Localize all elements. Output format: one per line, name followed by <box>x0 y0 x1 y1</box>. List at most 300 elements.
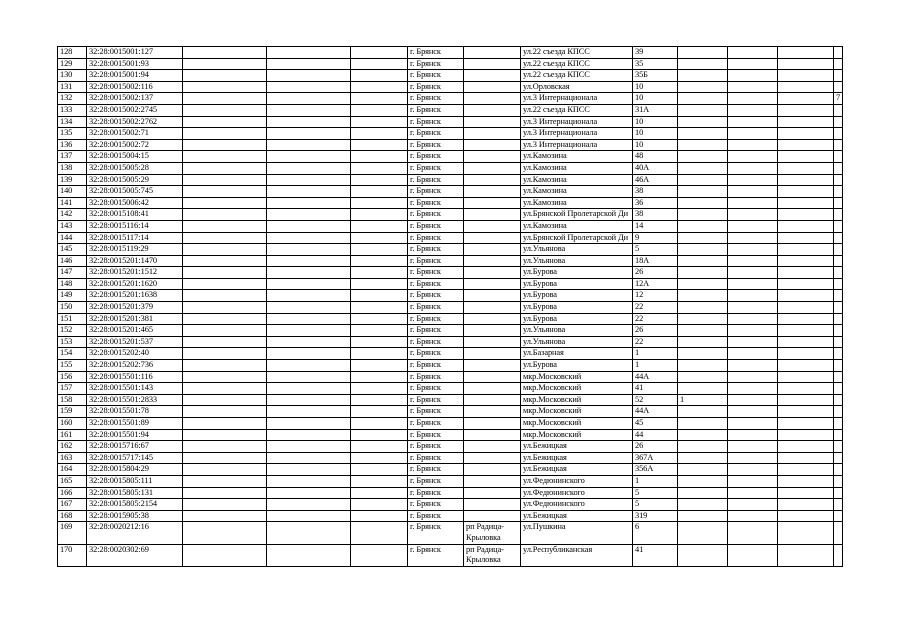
cadastral-number-cell: 32:28:0015501:78 <box>87 406 183 418</box>
extra-cell <box>728 464 778 476</box>
row-number-cell: 138 <box>58 162 87 174</box>
locality-cell <box>464 452 521 464</box>
locality-cell <box>464 151 521 163</box>
extra-cell <box>728 162 778 174</box>
row-number-cell: 134 <box>58 116 87 128</box>
house-number-cell: 367А <box>633 452 678 464</box>
locality-cell <box>464 58 521 70</box>
city-cell: г. Брянск <box>408 70 464 82</box>
street-cell: ул.Бурова <box>521 313 633 325</box>
extra-cell <box>678 348 728 360</box>
empty-cell <box>351 325 408 337</box>
extra-cell <box>778 232 834 244</box>
extra-cell <box>778 116 834 128</box>
house-number-cell: 39 <box>633 47 678 59</box>
table-row <box>58 418 843 430</box>
cadastral-number-cell: 32:28:0015501:2833 <box>87 394 183 406</box>
table-row <box>58 139 843 151</box>
extra-cell <box>778 510 834 522</box>
row-number-cell: 164 <box>58 464 87 476</box>
empty-cell <box>183 418 267 430</box>
extra-cell <box>834 186 843 198</box>
extra-cell <box>678 522 728 545</box>
house-number-cell: 40А <box>633 162 678 174</box>
cadastral-number-cell: 32:28:0015002:71 <box>87 128 183 140</box>
city-cell: г. Брянск <box>408 58 464 70</box>
city-cell: г. Брянск <box>408 464 464 476</box>
house-number-cell: 44А <box>633 371 678 383</box>
extra-cell <box>678 441 728 453</box>
locality-cell <box>464 104 521 116</box>
empty-cell <box>351 464 408 476</box>
empty-cell <box>267 244 351 256</box>
extra-cell <box>728 313 778 325</box>
empty-cell <box>351 278 408 290</box>
extra-cell <box>778 290 834 302</box>
empty-cell <box>351 220 408 232</box>
empty-cell <box>351 244 408 256</box>
street-cell: ул.3 Интернационала <box>521 128 633 140</box>
row-number-cell: 148 <box>58 278 87 290</box>
row-number-cell: 136 <box>58 139 87 151</box>
cadastral-number-cell: 32:28:0015201:1620 <box>87 278 183 290</box>
empty-cell <box>351 81 408 93</box>
empty-cell <box>351 406 408 418</box>
extra-cell <box>778 406 834 418</box>
extra-cell <box>678 162 728 174</box>
extra-cell <box>834 81 843 93</box>
extra-cell <box>778 139 834 151</box>
city-cell: г. Брянск <box>408 394 464 406</box>
locality-cell <box>464 348 521 360</box>
empty-cell <box>183 174 267 186</box>
empty-cell <box>351 255 408 267</box>
empty-cell <box>267 104 351 116</box>
street-cell: ул.Бурова <box>521 360 633 372</box>
extra-cell <box>834 139 843 151</box>
city-cell: г. Брянск <box>408 348 464 360</box>
table-row <box>58 383 843 395</box>
city-cell: г. Брянск <box>408 429 464 441</box>
locality-cell <box>464 360 521 372</box>
extra-cell <box>728 290 778 302</box>
extra-cell <box>678 487 728 499</box>
extra-cell <box>728 348 778 360</box>
row-number-cell: 170 <box>58 544 87 567</box>
cadastral-number-cell: 32:28:0015202:736 <box>87 360 183 372</box>
house-number-cell: 6 <box>633 522 678 545</box>
extra-cell <box>728 81 778 93</box>
empty-cell <box>183 220 267 232</box>
extra-cell <box>778 313 834 325</box>
extra-cell <box>834 128 843 140</box>
extra-cell <box>678 336 728 348</box>
extra-cell <box>834 174 843 186</box>
empty-cell <box>351 197 408 209</box>
table-row <box>58 220 843 232</box>
table-row <box>58 313 843 325</box>
extra-cell <box>778 544 834 567</box>
street-cell: ул.Бежицкая <box>521 452 633 464</box>
empty-cell <box>351 313 408 325</box>
extra-cell <box>778 70 834 82</box>
house-number-cell: 5 <box>633 499 678 511</box>
city-cell: г. Брянск <box>408 336 464 348</box>
house-number-cell: 44 <box>633 429 678 441</box>
cadastral-number-cell: 32:28:0015501:89 <box>87 418 183 430</box>
table-row <box>58 244 843 256</box>
empty-cell <box>351 429 408 441</box>
city-cell: г. Брянск <box>408 139 464 151</box>
empty-cell <box>351 209 408 221</box>
house-number-cell: 1 <box>633 475 678 487</box>
locality-cell <box>464 220 521 232</box>
extra-cell <box>778 174 834 186</box>
extra-cell <box>728 104 778 116</box>
city-cell: г. Брянск <box>408 313 464 325</box>
city-cell: г. Брянск <box>408 186 464 198</box>
city-cell: г. Брянск <box>408 475 464 487</box>
empty-cell <box>351 58 408 70</box>
empty-cell <box>183 510 267 522</box>
street-cell: ул.Бурова <box>521 278 633 290</box>
cadastral-number-cell: 32:28:0015002:137 <box>87 93 183 105</box>
extra-cell <box>678 232 728 244</box>
extra-cell <box>778 429 834 441</box>
empty-cell <box>267 290 351 302</box>
street-cell: ул.Орловская <box>521 81 633 93</box>
table-row <box>58 499 843 511</box>
cadastral-number-cell: 32:28:0020302:69 <box>87 544 183 567</box>
house-number-cell: 319 <box>633 510 678 522</box>
extra-cell <box>678 499 728 511</box>
table-row <box>58 151 843 163</box>
house-number-cell: 36 <box>633 197 678 209</box>
extra-cell <box>728 220 778 232</box>
row-number-cell: 150 <box>58 302 87 314</box>
extra-cell <box>778 220 834 232</box>
house-number-cell: 38 <box>633 186 678 198</box>
house-number-cell: 10 <box>633 139 678 151</box>
extra-cell <box>678 510 728 522</box>
extra-cell <box>728 255 778 267</box>
extra-cell <box>834 255 843 267</box>
extra-cell <box>678 371 728 383</box>
extra-cell: 1 <box>678 394 728 406</box>
extra-cell <box>678 244 728 256</box>
extra-cell <box>728 209 778 221</box>
house-number-cell: 14 <box>633 220 678 232</box>
extra-cell <box>678 47 728 59</box>
city-cell: г. Брянск <box>408 47 464 59</box>
street-cell: мкр.Московский <box>521 394 633 406</box>
city-cell: г. Брянск <box>408 151 464 163</box>
street-cell: ул.Федюнинского <box>521 499 633 511</box>
row-number-cell: 168 <box>58 510 87 522</box>
empty-cell <box>351 394 408 406</box>
extra-cell <box>778 47 834 59</box>
extra-cell <box>778 151 834 163</box>
empty-cell <box>351 522 408 545</box>
empty-cell <box>267 151 351 163</box>
cadastral-number-cell: 32:28:0015002:2745 <box>87 104 183 116</box>
empty-cell <box>183 81 267 93</box>
empty-cell <box>267 232 351 244</box>
city-cell: г. Брянск <box>408 267 464 279</box>
extra-cell <box>678 429 728 441</box>
cadastral-number-cell: 32:28:0015006:42 <box>87 197 183 209</box>
extra-cell <box>778 197 834 209</box>
table-row <box>58 348 843 360</box>
empty-cell <box>267 475 351 487</box>
row-number-cell: 142 <box>58 209 87 221</box>
empty-cell <box>267 418 351 430</box>
table-row <box>58 267 843 279</box>
locality-cell <box>464 464 521 476</box>
locality-cell <box>464 255 521 267</box>
locality-cell <box>464 499 521 511</box>
empty-cell <box>267 47 351 59</box>
extra-cell <box>778 348 834 360</box>
city-cell: г. Брянск <box>408 220 464 232</box>
empty-cell <box>183 464 267 476</box>
extra-cell <box>778 336 834 348</box>
extra-cell <box>728 452 778 464</box>
extra-cell <box>778 487 834 499</box>
empty-cell <box>351 487 408 499</box>
empty-cell <box>267 116 351 128</box>
extra-cell <box>834 232 843 244</box>
extra-cell <box>834 220 843 232</box>
extra-cell <box>834 267 843 279</box>
extra-cell <box>678 151 728 163</box>
city-cell: г. Брянск <box>408 441 464 453</box>
empty-cell <box>183 429 267 441</box>
row-number-cell: 145 <box>58 244 87 256</box>
street-cell: ул.Базарная <box>521 348 633 360</box>
street-cell: ул.Бежицкая <box>521 464 633 476</box>
city-cell: г. Брянск <box>408 162 464 174</box>
house-number-cell: 41 <box>633 544 678 567</box>
extra-cell <box>728 360 778 372</box>
empty-cell <box>183 325 267 337</box>
cadastral-number-cell: 32:28:0015001:94 <box>87 70 183 82</box>
extra-cell <box>778 464 834 476</box>
extra-cell <box>678 116 728 128</box>
extra-cell <box>728 70 778 82</box>
empty-cell <box>183 290 267 302</box>
extra-cell <box>778 104 834 116</box>
house-number-cell: 31А <box>633 104 678 116</box>
extra-cell <box>834 544 843 567</box>
table-row <box>58 197 843 209</box>
house-number-cell: 26 <box>633 441 678 453</box>
cadastral-number-cell: 32:28:0015119:29 <box>87 244 183 256</box>
empty-cell <box>267 162 351 174</box>
extra-cell <box>778 452 834 464</box>
empty-cell <box>267 371 351 383</box>
empty-cell <box>351 510 408 522</box>
city-cell: г. Брянск <box>408 244 464 256</box>
street-cell: ул.Бежицкая <box>521 441 633 453</box>
city-cell: г. Брянск <box>408 418 464 430</box>
cadastral-number-cell: 32:28:0015201:381 <box>87 313 183 325</box>
empty-cell <box>351 544 408 567</box>
cadastral-number-cell: 32:28:0015804:29 <box>87 464 183 476</box>
empty-cell <box>183 244 267 256</box>
empty-cell <box>183 452 267 464</box>
cadastral-number-cell: 32:28:0015002:72 <box>87 139 183 151</box>
city-cell: г. Брянск <box>408 255 464 267</box>
house-number-cell: 10 <box>633 81 678 93</box>
empty-cell <box>267 93 351 105</box>
city-cell: г. Брянск <box>408 406 464 418</box>
extra-cell <box>778 244 834 256</box>
empty-cell <box>267 336 351 348</box>
extra-cell <box>728 174 778 186</box>
empty-cell <box>267 499 351 511</box>
extra-cell <box>678 93 728 105</box>
empty-cell <box>183 499 267 511</box>
empty-cell <box>267 186 351 198</box>
house-number-cell: 26 <box>633 267 678 279</box>
table-row <box>58 522 843 545</box>
cadastral-number-cell: 32:28:0015716:67 <box>87 441 183 453</box>
table-row <box>58 174 843 186</box>
extra-cell <box>834 47 843 59</box>
row-number-cell: 157 <box>58 383 87 395</box>
extra-cell <box>778 209 834 221</box>
locality-cell <box>464 441 521 453</box>
house-number-cell: 5 <box>633 487 678 499</box>
street-cell: ул.Федюнинского <box>521 487 633 499</box>
empty-cell <box>351 475 408 487</box>
city-cell: г. Брянск <box>408 104 464 116</box>
locality-cell <box>464 325 521 337</box>
extra-cell <box>728 406 778 418</box>
extra-cell <box>834 383 843 395</box>
row-number-cell: 143 <box>58 220 87 232</box>
extra-cell <box>834 290 843 302</box>
cadastral-number-cell: 32:28:0015108:41 <box>87 209 183 221</box>
cadastral-number-cell: 32:28:0015717:145 <box>87 452 183 464</box>
street-cell: ул.3 Интернационала <box>521 93 633 105</box>
street-cell: ул.Камозина <box>521 151 633 163</box>
extra-cell <box>678 360 728 372</box>
house-number-cell: 18А <box>633 255 678 267</box>
empty-cell <box>267 544 351 567</box>
locality-cell <box>464 186 521 198</box>
extra-cell <box>678 139 728 151</box>
table-row <box>58 302 843 314</box>
extra-cell <box>728 58 778 70</box>
row-number-cell: 163 <box>58 452 87 464</box>
locality-cell <box>464 70 521 82</box>
house-number-cell: 10 <box>633 116 678 128</box>
row-number-cell: 165 <box>58 475 87 487</box>
extra-cell <box>834 371 843 383</box>
street-cell: ул.3 Интернационала <box>521 116 633 128</box>
extra-cell <box>728 336 778 348</box>
empty-cell <box>183 139 267 151</box>
city-cell: г. Брянск <box>408 81 464 93</box>
cadastral-number-cell: 32:28:0015005:29 <box>87 174 183 186</box>
city-cell: г. Брянск <box>408 93 464 105</box>
empty-cell <box>267 464 351 476</box>
locality-cell <box>464 128 521 140</box>
empty-cell <box>351 162 408 174</box>
locality-cell <box>464 371 521 383</box>
empty-cell <box>183 336 267 348</box>
empty-cell <box>183 406 267 418</box>
cadastral-number-cell: 32:28:0015201:1638 <box>87 290 183 302</box>
extra-cell <box>728 244 778 256</box>
extra-cell <box>834 464 843 476</box>
empty-cell <box>183 209 267 221</box>
table-body <box>58 47 843 567</box>
table-row <box>58 70 843 82</box>
table-row <box>58 290 843 302</box>
empty-cell <box>267 360 351 372</box>
empty-cell <box>183 151 267 163</box>
empty-cell <box>267 522 351 545</box>
empty-cell <box>267 139 351 151</box>
empty-cell <box>267 441 351 453</box>
locality-cell <box>464 429 521 441</box>
locality-cell <box>464 278 521 290</box>
table-row <box>58 487 843 499</box>
locality-cell <box>464 313 521 325</box>
city-cell: г. Брянск <box>408 499 464 511</box>
street-cell: ул.Камозина <box>521 220 633 232</box>
table-row <box>58 232 843 244</box>
street-cell: ул.Камозина <box>521 174 633 186</box>
cadastral-number-cell: 32:28:0015805:2154 <box>87 499 183 511</box>
empty-cell <box>183 487 267 499</box>
extra-cell <box>778 475 834 487</box>
cadastral-number-cell: 32:28:0015201:465 <box>87 325 183 337</box>
row-number-cell: 156 <box>58 371 87 383</box>
extra-cell <box>778 394 834 406</box>
cadastral-number-cell: 32:28:0020212:16 <box>87 522 183 545</box>
extra-cell <box>728 383 778 395</box>
empty-cell <box>351 383 408 395</box>
street-cell: мкр.Московский <box>521 383 633 395</box>
street-cell: ул.Ульянова <box>521 336 633 348</box>
extra-cell <box>834 302 843 314</box>
extra-cell <box>834 510 843 522</box>
city-cell: г. Брянск <box>408 544 464 567</box>
extra-cell <box>834 325 843 337</box>
extra-cell <box>834 418 843 430</box>
street-cell: ул.Бурова <box>521 302 633 314</box>
cadastral-number-cell: 32:28:0015002:116 <box>87 81 183 93</box>
empty-cell <box>351 360 408 372</box>
house-number-cell: 1 <box>633 348 678 360</box>
extra-cell <box>728 116 778 128</box>
cadastral-number-cell: 32:28:0015117:14 <box>87 232 183 244</box>
street-cell: ул.Бурова <box>521 267 633 279</box>
table-row <box>58 429 843 441</box>
table-row <box>58 104 843 116</box>
extra-cell <box>728 394 778 406</box>
table-row <box>58 255 843 267</box>
extra-cell <box>778 93 834 105</box>
street-cell: ул.Брянской Пролетарской Ди <box>521 209 633 221</box>
table-row <box>58 360 843 372</box>
row-number-cell: 144 <box>58 232 87 244</box>
extra-cell <box>728 186 778 198</box>
